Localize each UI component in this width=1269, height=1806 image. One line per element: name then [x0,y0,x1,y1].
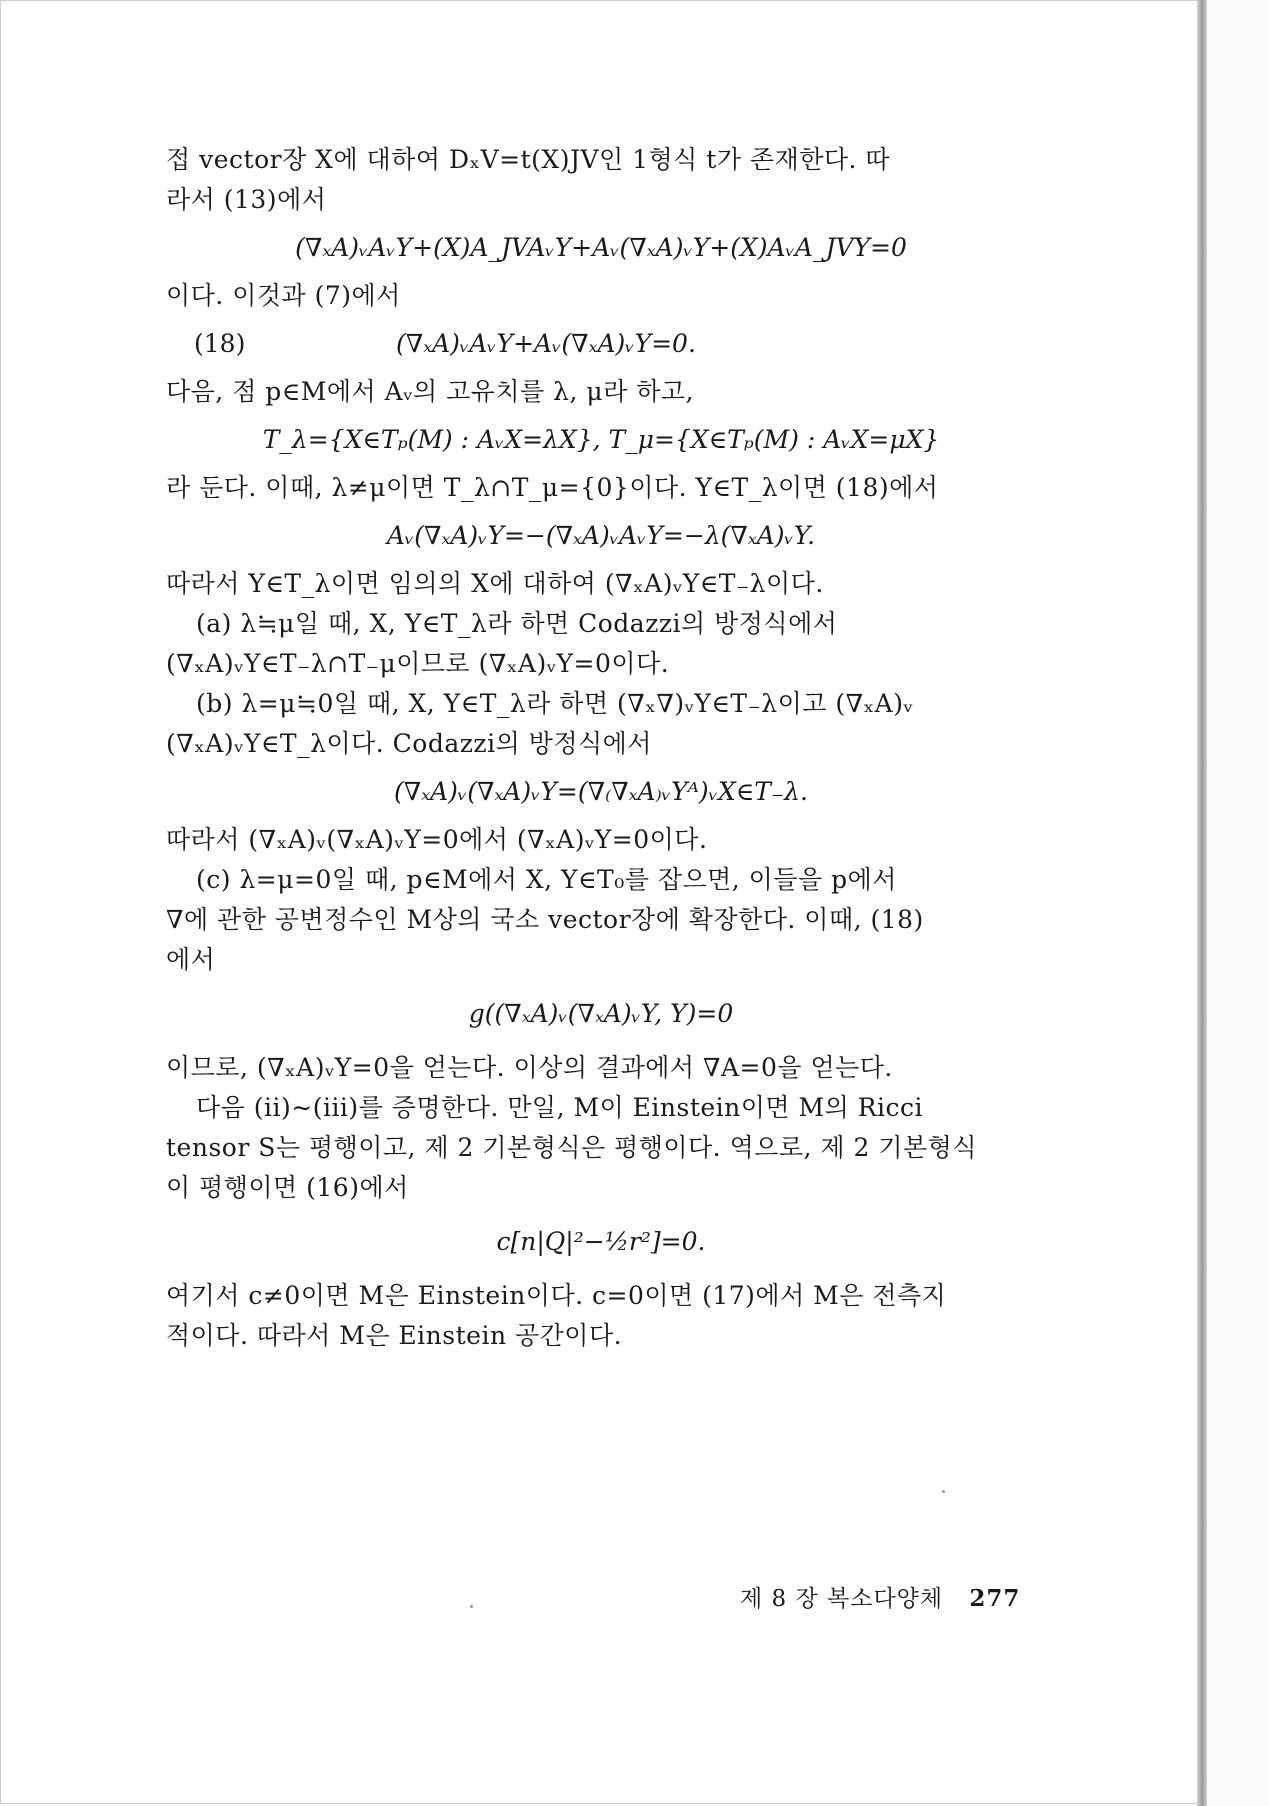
page-number: 277 [969,1585,1021,1612]
print-speck [942,1490,945,1493]
page-footer [740,1580,1020,1613]
text-line: 따라서 Y∈T_λ이면 임의의 X에 대하여 (∇ₓA)ᵥY∈T₋λ이다. [166,569,824,598]
text-line: 이므로, (∇ₓA)ᵥY=0을 얻는다. 이상의 결과에서 ∇A=0을 얻는다. [166,1053,893,1082]
text-line: (∇ₓA)ᵥY∈T₋λ∩T₋μ이므로 (∇ₓA)ᵥY=0이다. [166,649,670,678]
chapter-title: 제 8 장 복소다양체 [740,1586,944,1612]
text-line: 여기서 c≠0이면 M은 Einstein이다. c=0이면 (17)에서 M은 전측지 [166,1281,947,1310]
text-line: 라서 (13)에서 [166,185,327,214]
text-line: 이다. 이것과 (7)에서 [166,281,401,310]
print-speck [470,1605,473,1608]
equation: T_λ={X∈Tₚ(M) : AᵥX=λX}, T_μ={X∈Tₚ(M) : AᵥX=μX} [262,425,940,454]
text-line: 접 vector장 X에 대하여 DₓV=t(X)JV인 1형식 t가 존재한다. 따 [166,145,891,174]
equation: (∇ₓA)ᵥ(∇ₓA)ᵥY=(∇₍∇ₓA₎ᵥYᴬ)ᵥX∈T₋λ. [394,777,808,806]
text-line: 적이다. 따라서 M은 Einstein 공간이다. [166,1321,623,1350]
text-line: 다음, 점 p∈M에서 Aᵥ의 고유치를 λ, μ라 하고, [166,377,694,406]
text-line: (b) λ=μ≒0일 때, X, Y∈T_λ라 하면 (∇ₓ∇)ᵥY∈T₋λ이고 (∇ₓA)ᵥ [196,689,914,718]
text-line: tensor S는 평행이고, 제 2 기본형식은 평행이다. 역으로, 제 2 기본형식 [166,1133,977,1162]
text-line: (c) λ=μ=0일 때, p∈M에서 X, Y∈T₀를 잡으면, 이들을 p에서 [196,865,897,894]
text-line: ∇에 관한 공변정수인 M상의 국소 vector장에 확장한다. 이때, (18) [166,905,924,934]
outer-background [1207,0,1269,1806]
text-line: 다음 (ii)∼(iii)를 증명한다. 만일, M이 Einstein이면 M의 Ricci [196,1093,924,1122]
text-line: 따라서 (∇ₓA)ᵥ(∇ₓA)ᵥY=0에서 (∇ₓA)ᵥY=0이다. [166,825,708,854]
equation: Aᵥ(∇ₓA)ᵥY=−(∇ₓA)ᵥAᵥY=−λ(∇ₓA)ᵥY. [386,521,816,550]
equation-number: (18) [194,329,246,358]
page-body [166,140,1036,1356]
equation: g((∇ₓA)ᵥ(∇ₓA)ᵥY, Y)=0 [468,999,734,1028]
page-edge [1197,0,1207,1806]
text-line: 에서 [166,945,216,974]
equation: (∇ₓA)ᵥAᵥY+Aᵥ(∇ₓA)ᵥY=0. [396,329,696,358]
equation: c[n|Q|²−½r²]=0. [496,1227,706,1256]
text-line: (a) λ≒μ일 때, X, Y∈T_λ라 하면 Codazzi의 방정식에서 [196,609,838,638]
text-line: 라 둔다. 이때, λ≠μ이면 T_λ∩T_μ={0}이다. Y∈T_λ이면 (18)에서 [166,473,939,502]
text-line: (∇ₓA)ᵥY∈T_λ이다. Codazzi의 방정식에서 [166,729,652,758]
text-line: 이 평행이면 (16)에서 [166,1173,409,1202]
numbered-equation [166,322,1036,366]
equation: (∇ₓA)ᵥAᵥY+(X)A_JVAᵥY+Aᵥ(∇ₓA)ᵥY+(X)AᵥA_JVY=0 [295,233,907,262]
